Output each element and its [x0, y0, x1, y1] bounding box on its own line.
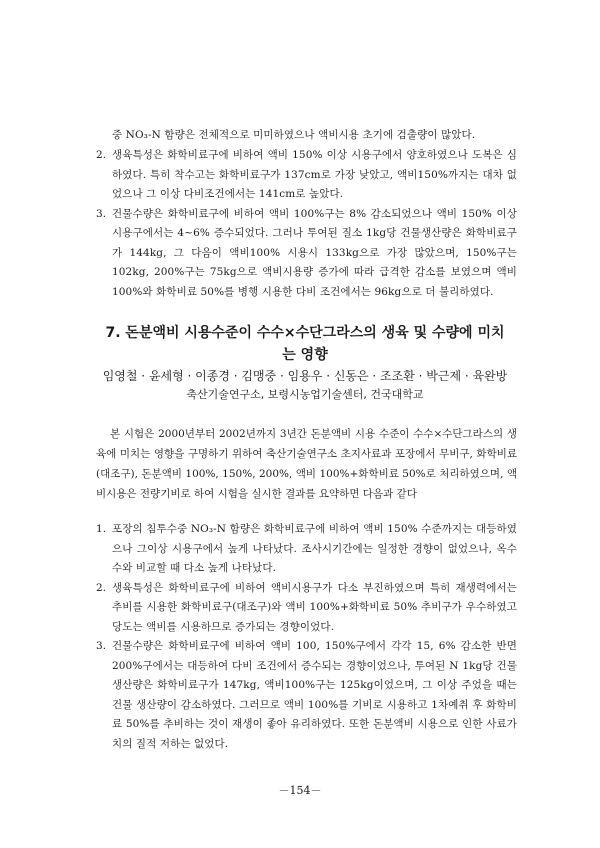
list-item	[96, 520, 517, 579]
list-item	[96, 579, 517, 638]
list-item-number: 1.	[96, 523, 107, 535]
list-item-text: 포장의 침투수중 NO₃-N 함량은 화학비료구에 비하여 액비 150% 수준까지는 대등하였으나 그이상 시용구에서 높게 나타났다. 조사시기간에는 일정한 경향이 없었으나, 옥수수와 비교할 때 다소 높게 나타났다.	[112, 523, 517, 574]
list-item-number: 2.	[96, 581, 107, 594]
article-title: 7. 돈분액비 시용수준이 수수×수단그라스의 생육 및 수량에 미치는 영향	[105, 325, 505, 363]
page-number: －154－	[278, 784, 322, 797]
list-item-text: 생육특성은 화학비료구에 비하여 액비 150% 이상 시용구에서 양호하였으나 도복은 심하였다. 특히 착수고는 화학비료구가 137cm로 가장 낮았고, 액비150%까지는 대차 없었으나 그 이상 다비조건에서는 141cm로 높았다.	[112, 149, 517, 200]
list-item-number: 3.	[96, 207, 107, 220]
list-item-text: 건물수량은 화학비료구에 비하여 액비 100%구는 8% 감소되었으나 액비 150% 이상 시용구에서는 4~6% 증수되었다. 그러나 투여된 질소 1kg당 건물생산량은 화학비료구가 144kg, 그 다음이 액비100% 시용시 133kg으로 가장 많았으며, 150%구는 102kg, 200%구는 75kg으로 액비시용량 증가에 따라 급격한 감소를 보였으며 액비 100%와 화학비료 50%를 병행 시용한 다비 조건에서는 96kg으로 더 불리하였다.	[112, 207, 517, 298]
results-list	[96, 520, 517, 754]
list-item	[96, 205, 517, 303]
list-item-text: 생육특성은 화학비료구에 비하여 액비시용구가 다소 부진하였으며 특히 재생력에서는 추비를 시용한 화학비료구(대조구)와 액비 100%+화학비료 50% 추비구가 우수하였고 당도는 액비를 시용하므로 증가되는 경향이었다.	[112, 581, 517, 633]
list-item-number: 3.	[96, 640, 107, 652]
continuation-text: 중 NO₃-N 함량은 전체적으로 미미하였으나 액비시용 초기에 검출량이 많았다.	[112, 129, 476, 141]
list-item-text: 건물수량은 화학비료구에 비하여 액비 100, 150%구에서 각각 15, 6% 감소한 반면 200%구에서는 대등하여 다비 조건에서 증수되는 경향이었으나, 투여된 N 1kg당 건물생산량은 화학비료구가 147kg, 액비100%구는 125kg이었으며, 그 이상 주었을 때는 건물 생산량이 감소하였다. 그러므로 액비 100%를 기비로 시용하고 1차예취 후 화학비료 50%를 추비하는 것이 재생이 좋아 유리하였다. 또한 돈분액비 시용으로 인한 사료가치의 질적 저하는 없었다.	[112, 640, 517, 750]
list-item-number: 2.	[96, 149, 107, 161]
article-affiliation: 축산기술연구소, 보령시농업기술센터, 건국대학교	[186, 388, 424, 401]
article-abstract: 본 시험은 2000년부터 2002년까지 3년간 돈분액비 시용 수준이 수수×수단그라스의 생육에 미치는 영향을 구명하기 위하여 축산기술연구소 초지사료과 포장에서 무비구, 화학비료(대조구), 돈분액비 100%, 150%, 200%, 액비 100%+화학비료 50%로 처리하였으며, 액비시용은 전량기비로 하여 시험을 실시한 결과를 요약하면 다음과 같다	[96, 428, 517, 500]
top-list	[96, 146, 517, 302]
article-authors: 임영철 · 윤세형 · 이종경 · 김맹중 · 임용우 · 신동은 · 조조환 · 박근제 · 육완방	[102, 369, 508, 383]
list-item	[96, 146, 517, 205]
list-item	[96, 637, 517, 754]
